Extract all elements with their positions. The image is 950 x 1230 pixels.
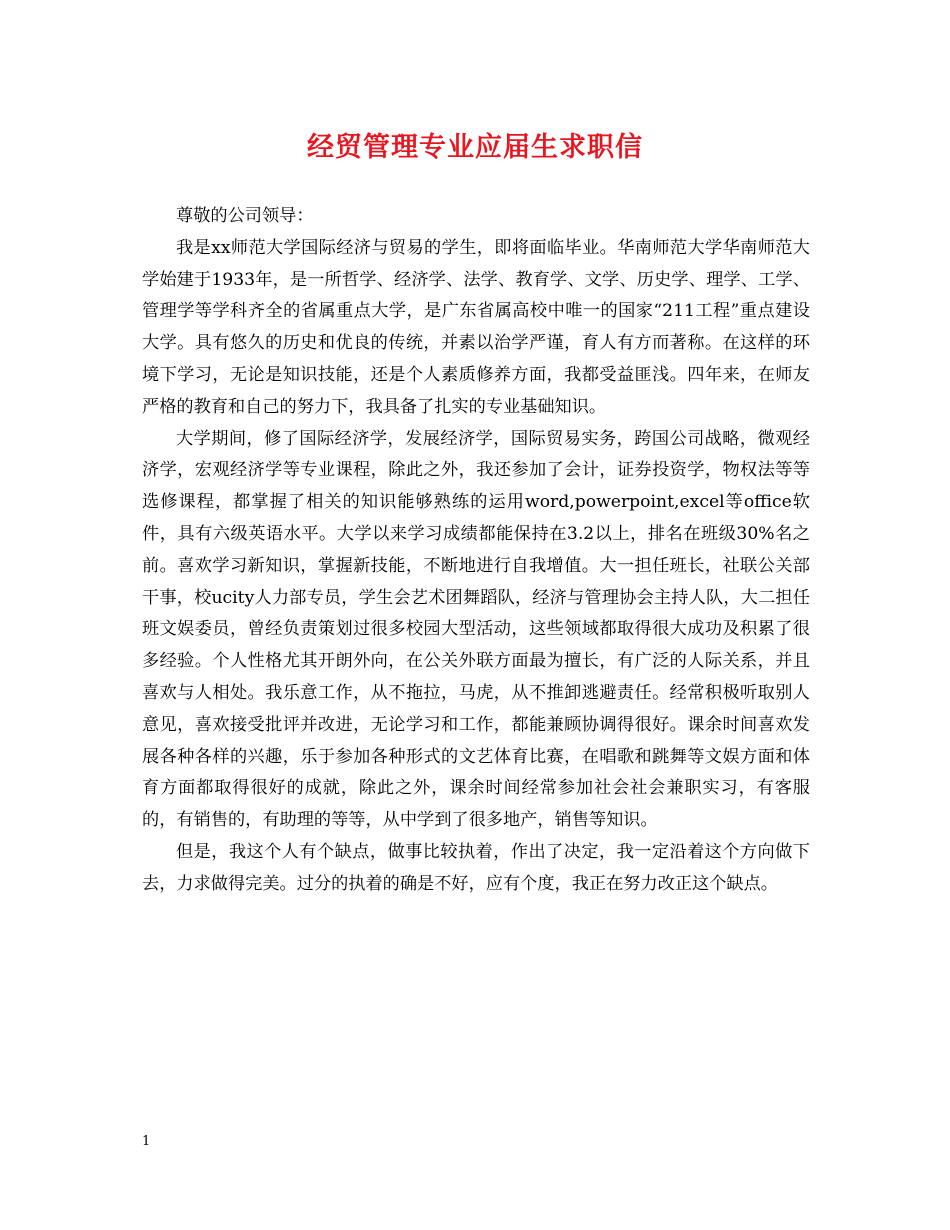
document-title: 经贸管理专业应届生求职信: [307, 132, 643, 163]
paragraph-university-experience: 大学期间，修了国际经济学，发展经济学，国际贸易实务，跨国公司战略，微观经济学，宏观经济学等专业课程，除此之外，我还参加了会计，证券投资学，物权法等等选修课程，都掌握了相关的知识能够熟练的运用word,powerpoint,excel等office软件，具有六级英语水平。大学以来学习成绩都能保持在3.2以上，排名在班级30%名之前。喜欢学习新知识，掌握新技能，不断地进行自我增值。大一担任班长，社联公关部干事，校ucity人力部专员，学生会艺术团舞蹈队，经济与管理协会主持人队，大二担任班文娱委员，曾经负责策划过很多校园大型活动，这些领域都取得很大成功及积累了很多经验。个人性格尤其开朗外向，在公关外联方面最为擅长，有广泛的人际关系，并且喜欢与人相处。我乐意工作，从不拖拉，马虎，从不推卸逃避责任。经常积极听取别人意见，喜欢接受批评并改进，无论学习和工作，都能兼顾协调得很好。课余时间喜欢发展各种各样的兴趣，乐于参加各种形式的文艺体育比赛，在唱歌和跳舞等文娱方面和体育方面都取得很好的成就，除此之外，课余时间经常参加社会社会兼职实习，有客服的，有销售的，有助理的等等，从中学到了很多地产，销售等知识。: [142, 428, 810, 831]
paragraph-intro: 我是xx师范大学国际经济与贸易的学生，即将面临毕业。华南师范大学华南师范大学始建于1933年，是一所哲学、经济学、法学、教育学、文学、历史学、理学、工学、管理学等学科齐全的省属重点大学，是广东省属高校中唯一的国家“211工程”重点建设大学。具有悠久的历史和优良的传统，并素以治学严谨，育人有方而著称。在这样的环境下学习，无论是知识技能，还是个人素质修养方面，我都受益匪浅。四年来，在师友严格的教育和自己的努力下，我具备了扎实的专业基础知识。: [142, 237, 810, 417]
salutation: 尊敬的公司领导：: [176, 206, 314, 226]
letter-body: [142, 201, 810, 901]
paragraph-weakness: 但是，我这个人有个缺点，做事比较执着，作出了决定，我一定沿着这个方向做下去，力求做得完美。过分的执着的确是不好，应有个度，我正在努力改正这个缺点。: [142, 841, 810, 894]
page-number: 1: [142, 1134, 151, 1149]
